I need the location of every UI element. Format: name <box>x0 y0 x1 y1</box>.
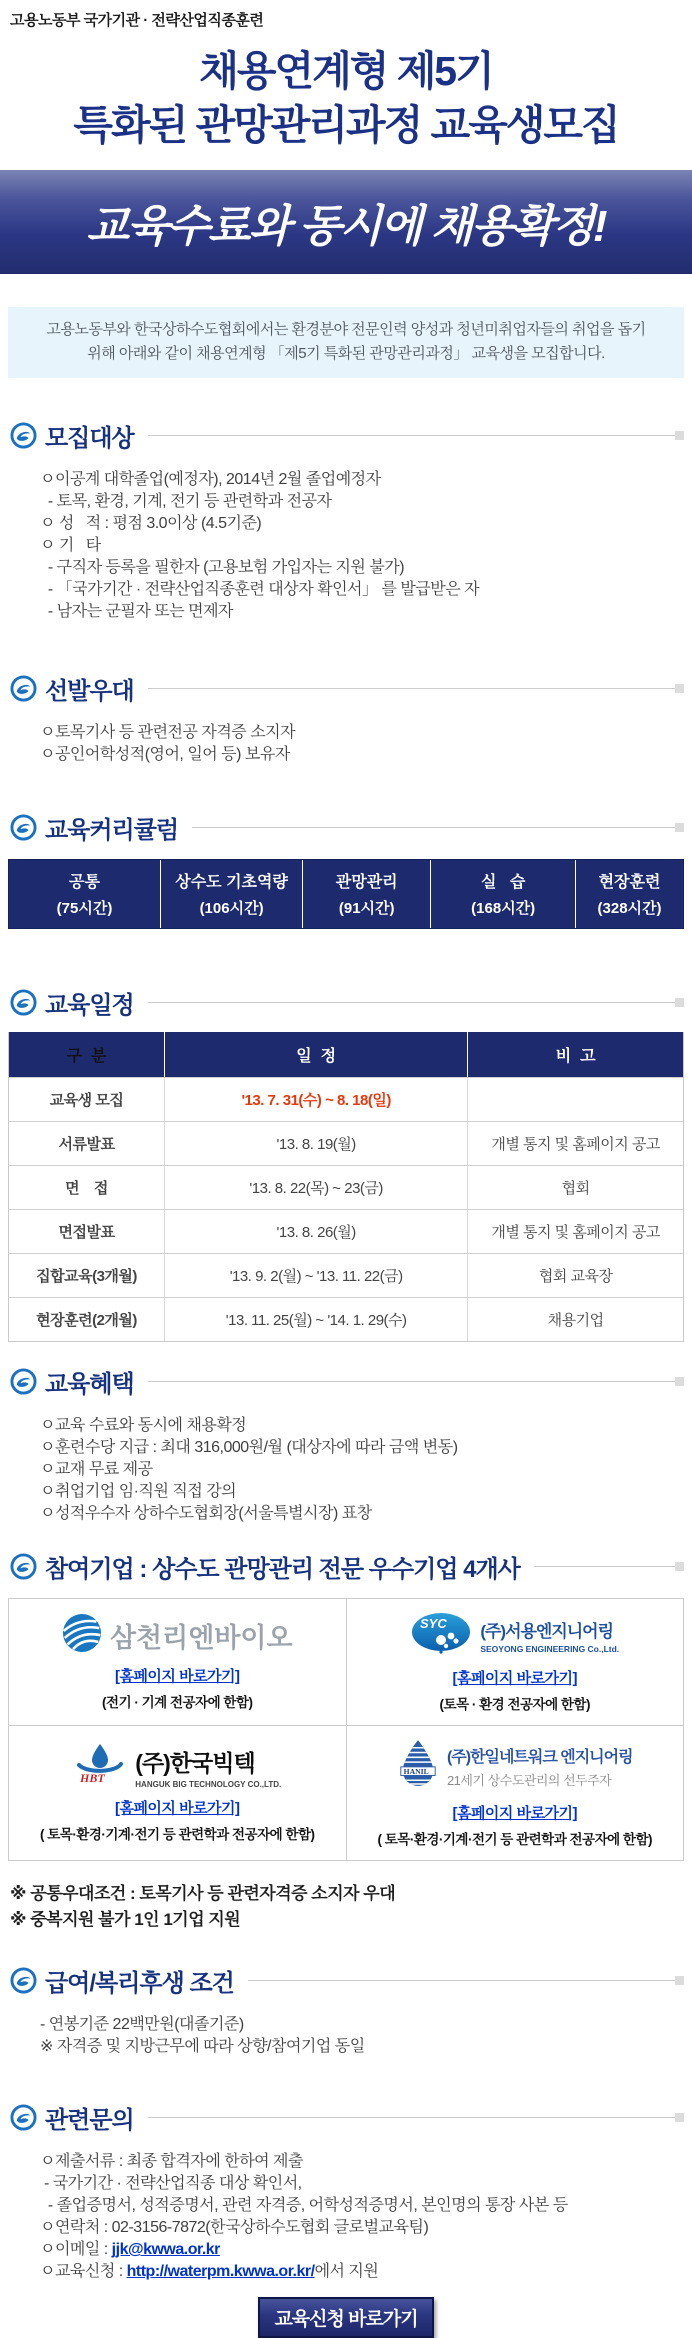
divider-end-square <box>675 1976 684 1985</box>
list-item: ㅇ교재 무료 제공 <box>40 1461 153 1479</box>
row-note: 협회 교육장 <box>467 1254 683 1297</box>
divider-end-square <box>675 1377 684 1386</box>
divider-line <box>534 1562 684 1571</box>
row-label: 면 접 <box>65 1180 108 1198</box>
column-header: 비 고 <box>467 1032 683 1077</box>
company-card-hanguk-bigtec <box>9 1726 347 1861</box>
row-note: 개별 통지 및 홈페이지 공고 <box>467 1210 683 1253</box>
divider-line <box>148 1377 684 1386</box>
section-preference <box>0 671 692 766</box>
section-welfare <box>0 1963 692 2058</box>
company-card-samchully <box>9 1599 347 1726</box>
page-title-line2: 특화된 관망관리과정 교육생모집 <box>73 102 619 149</box>
divider-end-square <box>675 998 684 1007</box>
row-label: 교육생 모집 <box>49 1092 124 1110</box>
intro-box <box>8 307 684 378</box>
benefits-list <box>40 1415 692 1525</box>
divider-line <box>248 1976 684 1985</box>
section-title-preference: 선발우대 <box>45 678 134 706</box>
company-name: 삼천리엔바이오 <box>109 1623 293 1654</box>
curriculum-cell: 관망관리 (91시간) <box>302 860 430 928</box>
section-schedule <box>0 985 692 1342</box>
section-title-benefits: 교육혜택 <box>45 1371 134 1399</box>
table-row <box>9 1253 683 1297</box>
list-item: - 「국가기간 · 전략산업직종훈련 대상자 확인서」 를 발급받은 자 <box>40 581 480 599</box>
kwwa-swirl-icon <box>10 675 37 702</box>
divider-line <box>148 684 684 693</box>
row-note: 개별 통지 및 홈페이지 공고 <box>467 1122 683 1165</box>
kwwa-swirl-icon <box>10 1553 37 1580</box>
list-item: ㅇ훈련수당 지급 : 최대 316,000원/월 (대상자에 따라 금액 변동) <box>40 1439 458 1457</box>
row-note <box>467 1078 683 1121</box>
company-subtitle: SEOYONG ENGINEERING Co.,Ltd. <box>480 1644 620 1655</box>
welfare-list <box>40 2014 692 2058</box>
target-list <box>40 469 692 623</box>
company-subtitle: 21세기 상수도관리의 선두주자 <box>446 1773 612 1789</box>
row-note: 채용기업 <box>467 1298 683 1341</box>
kwwa-swirl-icon <box>10 989 37 1016</box>
footnote: ※ 공통우대조건 : 토목기사 등 관련자격증 소지자 우대 <box>10 1884 396 1904</box>
company-note: ( 토목·환경·기계·전기 등 관련학과 전공자에 한함) <box>39 1827 315 1843</box>
curriculum-cell: 현장훈련 (328시간) <box>575 860 683 928</box>
divider-end-square <box>675 431 684 440</box>
table-row <box>9 1297 683 1341</box>
list-item: ㅇ토목기사 등 관련전공 자격증 소지자 <box>40 724 296 742</box>
samchully-globe-logo <box>62 1613 102 1658</box>
homepage-link[interactable]: [홈페이지 바로가기] <box>114 1668 240 1686</box>
section-companies <box>0 1549 692 1933</box>
list-item: - 국가기간 · 전략산업직종 대상 확인서, <box>40 2175 302 2193</box>
list-item: ㅇ 성 적 : 평점 3.0이상 (4.5기준) <box>40 515 262 533</box>
section-title-welfare: 급여/복리후생 조건 <box>45 1970 234 1998</box>
row-date: '13. 7. 31(수) ~ 8. 18(일) <box>164 1078 467 1121</box>
section-title-companies: 참여기업 : 상수도 관망관리 전문 우수기업 4개사 <box>45 1556 520 1584</box>
section-curriculum <box>0 810 692 929</box>
hbt-logo-text: HBT <box>80 1771 105 1786</box>
page-title-line1: 채용연계형 제5기 <box>199 48 493 94</box>
list-item: - 구직자 등록을 필한자 (고용보험 가입자는 지원 불가) <box>40 559 405 577</box>
company-note: (토목 · 환경 전공자에 한함) <box>439 1697 590 1713</box>
section-title-contact: 관련문의 <box>45 2107 134 2135</box>
apply-url-link[interactable]: http://waterpm.kwwa.or.kr/ <box>126 2263 315 2281</box>
section-contact <box>0 2100 692 2283</box>
company-note: ( 토목·환경·기계·전기 등 관련학과 전공자에 한함) <box>377 1832 652 1848</box>
section-target <box>0 418 692 623</box>
list-item: - 연봉기준 22백만원(대졸기준) <box>40 2016 244 2034</box>
homepage-link[interactable]: [홈페이지 바로가기] <box>114 1800 240 1818</box>
schedule-table <box>8 1032 684 1342</box>
syc-ellipse-logo <box>410 1611 472 1660</box>
kwwa-swirl-icon <box>10 814 37 841</box>
curriculum-cell: 공통 (75시간) <box>56 874 113 918</box>
page-title <box>0 44 692 152</box>
homepage-link[interactable]: [홈페이지 바로가기] <box>452 1805 578 1823</box>
row-date: '13. 8. 22(목) ~ 23(금) <box>164 1166 467 1209</box>
section-benefits <box>0 1364 692 1525</box>
divider-line <box>148 998 684 1007</box>
schedule-header-row <box>9 1032 683 1077</box>
kwwa-swirl-icon <box>10 422 37 449</box>
divider-end-square <box>675 2113 684 2122</box>
company-name: (주)서용엔지니어링 <box>480 1622 614 1642</box>
company-subtitle: HANGUK BIG TECHNOLOGY CO.,LTD. <box>135 1779 282 1789</box>
list-item: ㅇ이공계 대학졸업(예정자), 2014년 2월 졸업예정자 <box>40 471 381 489</box>
footnote: ※ 중복지원 불가 1인 1기업 지원 <box>10 1910 241 1930</box>
table-row <box>9 1209 683 1253</box>
table-row <box>9 1077 683 1121</box>
section-title-schedule: 교육일정 <box>45 992 134 1020</box>
company-grid <box>8 1598 684 1861</box>
list-item: ㅇ공인어학성적(영어, 일어 등) 보유자 <box>40 746 290 764</box>
list-item: ㅇ제출서류 : 최종 합격자에 한하여 제출 <box>40 2153 303 2171</box>
row-date: '13. 8. 19(월) <box>164 1122 467 1165</box>
kwwa-swirl-icon <box>10 2104 37 2131</box>
table-row <box>9 1121 683 1165</box>
intro-line1: 고용노동부와 한국상하수도협회에서는 환경분야 전문인력 양성과 청년미취업자들의 취업을 돕기 <box>46 321 646 339</box>
divider-line <box>192 823 684 832</box>
column-header: 일 정 <box>164 1032 467 1077</box>
list-item: ㅇ취업기업 임·직원 직접 강의 <box>40 1483 237 1501</box>
company-name: (주)한국빅텍 <box>135 1749 255 1776</box>
list-item: ㅇ연락처 : 02-3156-7872(한국상하수도협회 글로벌교육팀) <box>40 2219 429 2237</box>
company-name: (주)한일네트워크 엔지니어링 <box>446 1749 633 1767</box>
curriculum-cell: 상수도 기초역량 (106시간) <box>160 860 302 928</box>
company-note: (전기 · 기계 전공자에 한함) <box>102 1695 253 1711</box>
divider-line <box>148 431 684 440</box>
list-item: ※ 자격증 및 지방근무에 따라 상향/참여기업 동일 <box>40 2038 365 2056</box>
list-item: ㅇ 기 타 <box>40 537 101 555</box>
contact-email-line: ㅇ이메일 : jjk@kwwa.or.kr <box>40 2241 220 2259</box>
row-date: '13. 11. 25(월) ~ '14. 1. 29(수) <box>164 1298 467 1341</box>
row-label: 서류발표 <box>58 1136 115 1154</box>
curriculum-cell: 실 습 (168시간) <box>430 860 575 928</box>
preference-list <box>40 722 692 766</box>
row-note: 협회 <box>467 1166 683 1209</box>
hero-banner-text: 교육수료와 동시에 채용확정! <box>86 202 606 252</box>
company-card-hanil <box>347 1726 685 1861</box>
row-label: 면접발표 <box>58 1224 115 1242</box>
company-footnotes <box>10 1881 692 1933</box>
apply-button[interactable]: 교육신청 바로가기 <box>258 2297 434 2338</box>
divider-line <box>148 2113 684 2122</box>
hbt-drop-logo <box>73 1743 127 1790</box>
row-date: '13. 9. 2(월) ~ '13. 11. 22(금) <box>164 1254 467 1297</box>
section-title-curriculum: 교육커리큘럼 <box>45 817 179 845</box>
contact-apply-line: ㅇ교육신청 : http://waterpm.kwwa.or.kr/에서 지원 <box>40 2263 379 2281</box>
divider-end-square <box>675 684 684 693</box>
contact-list <box>40 2151 692 2283</box>
divider-end-square <box>675 823 684 832</box>
section-title-target: 모집대상 <box>45 425 134 453</box>
hero-banner <box>0 170 692 274</box>
hanil-drop-logo <box>397 1738 439 1795</box>
curriculum-strip <box>8 859 684 929</box>
column-header: 구 분 <box>66 1048 107 1066</box>
company-card-seoyong <box>347 1599 685 1726</box>
kwwa-swirl-icon <box>10 1967 37 1994</box>
syc-logo-text: SYC <box>420 1616 448 1632</box>
list-item: - 토목, 환경, 기계, 전기 등 관련학과 전공자 <box>40 493 332 511</box>
row-label: 집합교육(3개월) <box>36 1268 137 1286</box>
list-item: ㅇ교육 수료와 동시에 채용확정 <box>40 1417 247 1435</box>
email-link[interactable]: jjk@kwwa.or.kr <box>111 2241 220 2259</box>
divider-end-square <box>675 1562 684 1571</box>
agency-label: 고용노동부 국가기관 · 전략산업직종훈련 <box>10 12 264 29</box>
row-label: 현장훈련(2개월) <box>36 1312 137 1330</box>
list-item: ㅇ성적우수자 상하수도협회장(서울특별시장) 표창 <box>40 1505 372 1523</box>
list-item: - 남자는 군필자 또는 면제자 <box>40 603 234 621</box>
kwwa-swirl-icon <box>10 1368 37 1395</box>
table-row <box>9 1165 683 1209</box>
hanil-logo-text: HANIL <box>403 1767 429 1777</box>
homepage-link[interactable]: [홈페이지 바로가기] <box>452 1670 578 1688</box>
list-item: - 졸업증명서, 성적증명서, 관련 자격증, 어학성적증명서, 본인명의 통장 사본 등 <box>40 2197 568 2215</box>
intro-line2: 위해 아래와 같이 채용연계형 「제5기 특화된 관망관리과정」 교육생을 모집합니다. <box>87 345 605 363</box>
row-date: '13. 8. 26(월) <box>164 1210 467 1253</box>
